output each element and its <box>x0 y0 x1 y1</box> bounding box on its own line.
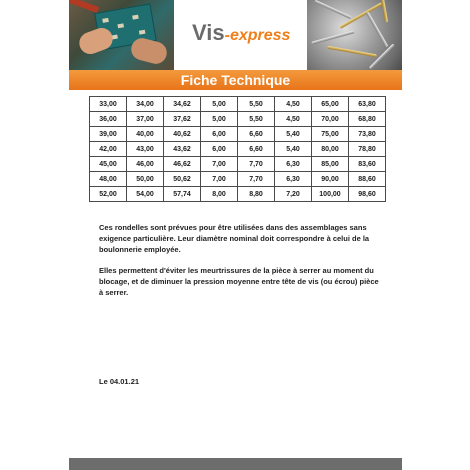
table-cell: 65,00 <box>312 97 349 112</box>
table-cell: 50,00 <box>127 172 164 187</box>
description-paragraph-1: Ces rondelles sont prévues pour être utilisées dans des assemblages sans exigence particulière. Leur diamètre nominal doit correspondre à celui de la boulonnerie employée. <box>99 223 370 254</box>
table-cell: 6,60 <box>238 127 275 142</box>
table-cell: 48,00 <box>90 172 127 187</box>
table-cell: 43,62 <box>164 142 201 157</box>
table-cell: 100,00 <box>312 187 349 202</box>
screw-shape <box>311 30 354 44</box>
table-cell: 7,70 <box>238 172 275 187</box>
table-cell: 54,00 <box>127 187 164 202</box>
spec-table-wrapper <box>89 96 386 202</box>
table-cell: 36,00 <box>90 112 127 127</box>
tool-shape <box>69 0 99 13</box>
table-cell: 45,00 <box>90 157 127 172</box>
table-cell: 5,00 <box>201 97 238 112</box>
spec-table-body <box>90 97 386 202</box>
table-cell: 50,62 <box>164 172 201 187</box>
logo-sub: -express <box>224 27 291 44</box>
table-cell: 85,00 <box>312 157 349 172</box>
table-cell: 37,62 <box>164 112 201 127</box>
logo-area <box>174 0 307 70</box>
screw-shape <box>314 0 352 19</box>
table-cell: 5,40 <box>275 127 312 142</box>
table-cell: 80,00 <box>312 142 349 157</box>
table-cell: 33,00 <box>90 97 127 112</box>
description <box>99 222 379 308</box>
title-banner <box>69 70 402 90</box>
table-cell: 68,80 <box>349 112 386 127</box>
table-cell: 40,00 <box>127 127 164 142</box>
table-cell: 73,80 <box>349 127 386 142</box>
screw-shape <box>327 46 377 58</box>
table-cell: 7,00 <box>201 172 238 187</box>
table-cell: 88,60 <box>349 172 386 187</box>
table-cell: 63,80 <box>349 97 386 112</box>
table-row <box>90 127 386 142</box>
chip-shape <box>102 18 109 23</box>
table-cell: 34,62 <box>164 97 201 112</box>
vis-express-logo <box>192 20 290 46</box>
table-cell: 52,00 <box>90 187 127 202</box>
table-cell: 40,62 <box>164 127 201 142</box>
chip-shape <box>139 30 146 35</box>
table-cell: 39,00 <box>90 127 127 142</box>
table-cell: 6,60 <box>238 142 275 157</box>
table-row <box>90 172 386 187</box>
table-cell: 5,50 <box>238 97 275 112</box>
document-page <box>69 0 402 470</box>
table-cell: 83,60 <box>349 157 386 172</box>
table-cell: 70,00 <box>312 112 349 127</box>
table-cell: 46,00 <box>127 157 164 172</box>
table-cell: 8,80 <box>238 187 275 202</box>
spec-table <box>89 96 386 202</box>
header <box>69 0 402 88</box>
table-cell: 98,60 <box>349 187 386 202</box>
table-cell: 46,62 <box>164 157 201 172</box>
electronics-work-photo <box>69 0 174 70</box>
document-date: Le 04.01.21 <box>99 377 140 386</box>
table-row <box>90 187 386 202</box>
table-cell: 34,00 <box>127 97 164 112</box>
table-cell: 6,30 <box>275 172 312 187</box>
table-cell: 5,50 <box>238 112 275 127</box>
table-cell: 5,00 <box>201 112 238 127</box>
table-cell: 75,00 <box>312 127 349 142</box>
table-row <box>90 97 386 112</box>
table-cell: 7,20 <box>275 187 312 202</box>
table-cell: 43,00 <box>127 142 164 157</box>
table-cell: 6,00 <box>201 142 238 157</box>
screws-photo <box>307 0 402 70</box>
table-cell: 6,30 <box>275 157 312 172</box>
table-cell: 90,00 <box>312 172 349 187</box>
table-cell: 4,50 <box>275 97 312 112</box>
footer-bar <box>69 458 402 470</box>
chip-shape <box>117 23 124 28</box>
screw-shape <box>380 0 388 23</box>
table-cell: 6,00 <box>201 127 238 142</box>
table-row <box>90 112 386 127</box>
banner-title: Fiche Technique <box>180 72 291 88</box>
table-cell: 57,74 <box>164 187 201 202</box>
logo-main: Vis <box>192 20 225 45</box>
table-cell: 78,80 <box>349 142 386 157</box>
table-cell: 42,00 <box>90 142 127 157</box>
table-cell: 37,00 <box>127 112 164 127</box>
table-cell: 7,70 <box>238 157 275 172</box>
table-cell: 7,00 <box>201 157 238 172</box>
description-paragraph-2: Elles permettent d'éviter les meurtrissures de la pièce à serrer au moment du blocage, et de diminuer la pression moyenne entre tête de vis (ou écrou) pièce à serrer. <box>99 266 379 297</box>
table-cell: 4,50 <box>275 112 312 127</box>
table-cell: 5,40 <box>275 142 312 157</box>
table-row <box>90 142 386 157</box>
table-row <box>90 157 386 172</box>
table-cell: 8,00 <box>201 187 238 202</box>
hand-shape <box>129 36 169 67</box>
chip-shape <box>132 15 139 20</box>
